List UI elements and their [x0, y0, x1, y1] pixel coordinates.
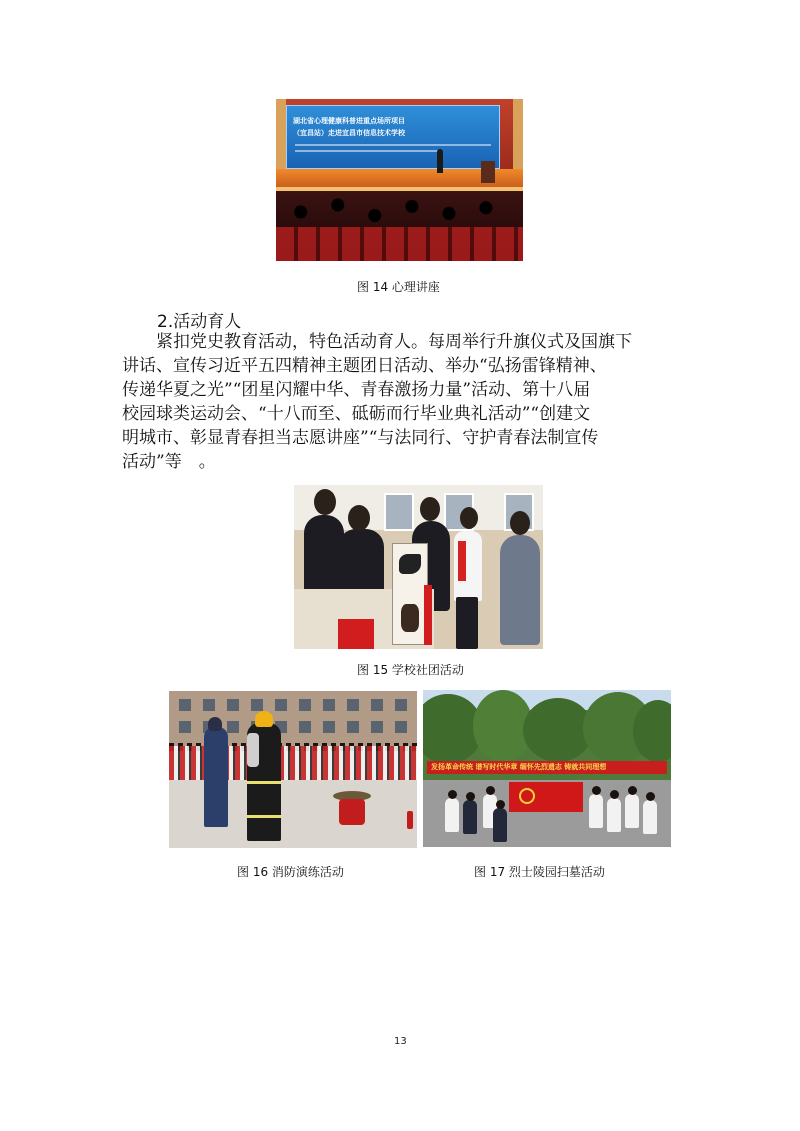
podium [481, 161, 495, 183]
cemetery-visit-photo [423, 690, 671, 847]
paragraph-line: 校园球类运动会、“十八而至、砥砺而行毕业典礼活动”“创建文 [122, 404, 591, 424]
paragraph-line: 活动”等 。 [122, 452, 216, 472]
figure-14-caption: 图 14 心理讲座 [357, 280, 440, 294]
paragraph-line: 传递华夏之光”“团星闪耀中华、青春激扬力量”活动、第十八届 [122, 380, 591, 400]
screen-title-line-1: 湖北省心理健康科普进重点场所项目 [293, 117, 405, 125]
school-club-photo [294, 485, 543, 649]
projection-screen [286, 105, 500, 169]
lecture-photo [276, 99, 523, 261]
fire-pan [339, 799, 365, 825]
figure-15-caption: 图 15 学校社团活动 [357, 663, 464, 677]
paragraph-line: 讲话、宣传习近平五四精神主题团日活动、举办“弘扬雷锋精神、 [122, 356, 607, 376]
section-paragraph [122, 330, 682, 474]
officer-figure [204, 727, 228, 827]
calligraphy-banner [392, 543, 428, 645]
figure-17-caption: 图 17 烈士陵园扫墓活动 [474, 865, 605, 879]
speaker-figure [437, 149, 443, 173]
slogan-banner: 发扬革命传统 谱写时代华章 缅怀先烈遗志 铸就共同理想 [427, 761, 667, 774]
figure-16-caption: 图 16 消防演练活动 [237, 865, 344, 879]
section-heading: 2.活动育人 [157, 312, 242, 332]
page-number: 13 [394, 1036, 407, 1047]
paragraph-line: 紧扣党史教育活动，特色活动育人。每周举行升旗仪式及国旗下 [122, 332, 632, 352]
paragraph-line: 明城市、彰显青春担当志愿讲座”“与法同行、守护青春法制宣传 [122, 428, 599, 448]
fire-drill-photo [169, 691, 417, 848]
screen-title-line-2: （宜昌站）走进宜昌市信息技术学校 [293, 129, 405, 137]
